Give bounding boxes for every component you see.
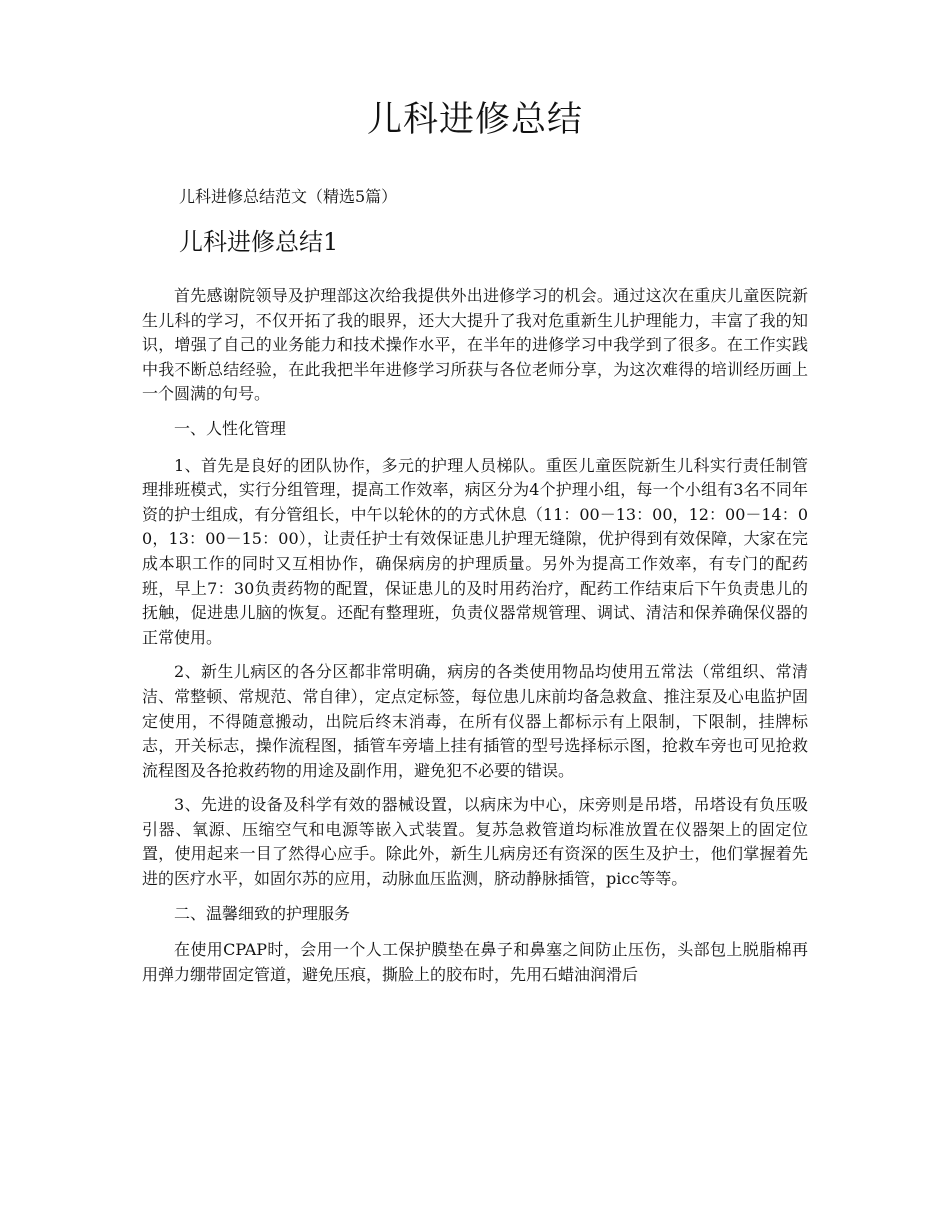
paragraph-teamwork: 1、首先是良好的团队协作，多元的护理人员梯队。重医儿童医院新生儿科实行责任制管理排班模式，实行分组管理，提高工作效率，病区分为4个护理小组，每一个小组有3名不同年资的护士组成，有分管组长，中午以轮休的的方式休息（11：00－13：00，12：00－14：00，13：00－15：00），让责任护士有效保证患儿护理无缝隙，优护得到有效保障，大家在完成本职工作的同时又互相协作，确保病房的护理质量。另外为提高工作效率，有专门的配药班，早上7：30负责药物的配置，保证患儿的及时用药治疗，配药工作结束后下午负责患儿的抚触，促进患儿脑的恢复。还配有整理班，负责仪器常规管理、调试、清洁和保养确保仪器的正常使用。 — [142, 455, 808, 647]
paragraph-cpap: 在使用CPAP时，会用一个人工保护膜垫在鼻子和鼻塞之间防止压伤，头部包上脱脂棉再用弹力绷带固定管道，避免压痕，撕脸上的胶布时，先用石蜡油润滑后 — [142, 940, 808, 984]
heading-nursing-service: 二、温馨细致的护理服务 — [174, 903, 351, 923]
heading-humanized-management: 一、人性化管理 — [174, 418, 287, 438]
paragraph-equipment: 3、先进的设备及科学有效的器械设置，以病床为中心，床旁则是吊塔，吊塔设有负压吸引器、氧源、压缩空气和电源等嵌入式装置。复苏急救管道均标准放置在仪器架上的固定位置，使用起来一目了然得心应手。除此外，新生儿病房还有资深的医生及护士，他们掌握着先进的医疗水平，如固尔苏的应用，动脉血压监测，脐动静脉插管，picc等等。 — [142, 795, 808, 889]
paragraph-intro: 首先感谢院领导及护理部这次给我提供外出进修学习的机会。通过这次在重庆儿童医院新生儿科的学习，不仅开拓了我的眼界，还大大提升了我对危重新生儿护理能力，丰富了我的知识，增强了自己的业务能力和技术操作水平，在半年的进修学习中我学到了很多。在工作实践中我不断总结经验，在此我把半年进修学习所获与各位老师分享，为这次难得的培训经历画上一个圆满的句号。 — [142, 286, 808, 404]
document-body — [142, 284, 808, 997]
paragraph-ward-zones: 2、新生儿病区的各分区都非常明确，病房的各类使用物品均使用五常法（常组织、常清洁、常整顿、常规范、常自律），定点定标签，每位患儿床前均备急救盒、推注泵及心电监护固定使用，不得随意搬动，出院后终末消毒，在所有仪器上都标示有上限制，下限制，挂牌标志，开关标志，操作流程图，插管车旁墙上挂有插管的型号选择标示图，抢救车旁也可见抢救流程图及各抢救药物的用途及副作用，避免犯不必要的错误。 — [142, 662, 808, 780]
section-heading: 儿科进修总结1 — [179, 228, 339, 256]
document-title: 儿科进修总结 — [366, 100, 583, 140]
document-subtitle: 儿科进修总结范文（精选5篇） — [179, 187, 398, 206]
